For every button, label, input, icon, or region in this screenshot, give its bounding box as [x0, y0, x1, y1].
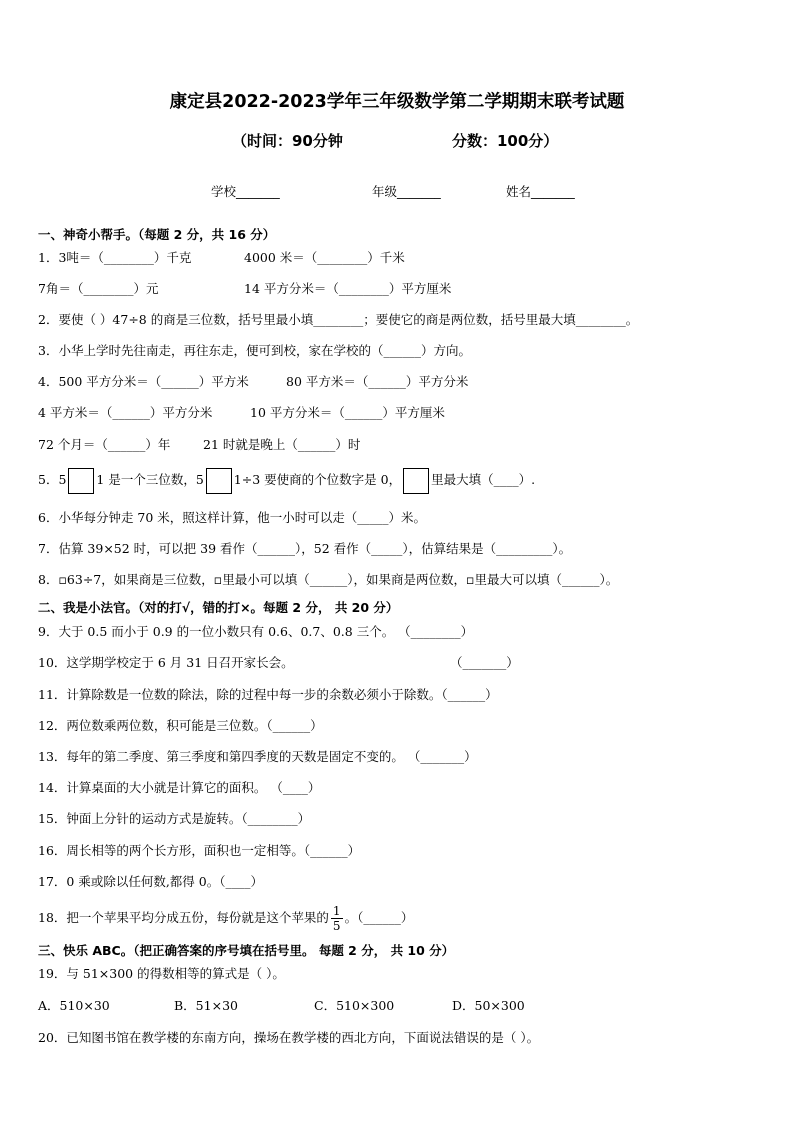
question-4e: 72 个月＝（______）年: [38, 437, 171, 452]
page-title: 康定县2022-2023学年三年级数学第二学期期末联考试题: [169, 92, 625, 112]
answer-box[interactable]: [206, 468, 232, 494]
question-20: 20．已知图书馆在教学楼的东南方向，操场在教学楼的西北方向，下面说法错误的是（ ）。: [38, 1030, 540, 1045]
question-4a: 4．500 平方分米＝（______）平方米: [38, 374, 249, 389]
question-15: 15．钟面上分针的运动方式是旋转。（________）: [38, 811, 311, 826]
question-4d: 10 平方分米＝（______）平方厘米: [250, 405, 445, 420]
question-7: 7．估算 39×52 时，可以把 39 看作（______），52 看作（_____），估算结果是（_________）。: [38, 541, 572, 556]
section-heading-3: 三、快乐 ABC。（把正确答案的序号填在括号里。 每题 2 分， 共 10 分）: [38, 943, 455, 958]
question-13: 13．每年的第二季度、第三季度和第四季度的天数是固定不变的。 （_______）: [38, 749, 477, 764]
question-2: 2．要使（ ）47÷8 的商是三位数，括号里最小填________；要使它的商是两位数，括号里最大填________。: [38, 312, 639, 327]
name-field[interactable]: 姓名_______: [506, 184, 575, 199]
exam-time: （时间：90分钟: [232, 132, 343, 150]
q18-answer: 。（______）: [344, 910, 414, 925]
fraction: [331, 904, 343, 933]
question-8: 8．▫63÷7，如果商是三位数，▫里最小可以填（______），如果商是两位数，▫里最大可以填（______）。: [38, 572, 619, 587]
section-heading-1: 一、神奇小帮手。（每题 2 分，共 16 分）: [38, 227, 276, 242]
grade-field[interactable]: 年级_______: [372, 184, 441, 199]
question-14: 14．计算桌面的大小就是计算它的面积。 （____）: [38, 780, 321, 795]
question-1c: 7角＝（________）元: [38, 281, 159, 296]
q5-text-4: 里最大填（____）.: [431, 472, 536, 487]
option-b: B．51×30: [174, 998, 238, 1013]
answer-box[interactable]: [68, 468, 94, 494]
question-6: 6．小华每分钟走 70 米，照这样计算，他一小时可以走（_____）米。: [38, 510, 427, 525]
question-4f: 21 时就是晚上（______）时: [203, 437, 361, 452]
question-12: 12．两位数乘两位数，积可能是三位数。（______）: [38, 718, 323, 733]
question-1d: 14 平方分米＝（________）平方厘米: [244, 281, 452, 296]
question-5: [38, 466, 535, 494]
q18-text: 18．把一个苹果平均分成五份，每份就是这个苹果的: [38, 910, 329, 925]
question-11: 11．计算除数是一位数的除法，除的过程中每一步的余数必须小于除数。（______）: [38, 687, 498, 702]
question-4b: 80 平方米＝（______）平方分米: [286, 374, 469, 389]
question-3: 3．小华上学时先往南走，再往东走，便可到校，家在学校的（______）方向。: [38, 343, 471, 358]
answer-box[interactable]: [403, 468, 429, 494]
q5-text-2: 1 是一个三位数，5: [96, 472, 204, 487]
question-17: 17．0 乘或除以任何数,都得 0。（____）: [38, 874, 263, 889]
q5-text-3: 1÷3 要使商的个位数字是 0，: [233, 472, 402, 487]
question-18: [38, 898, 413, 938]
question-1b: 4000 米＝（________）千米: [244, 250, 405, 265]
question-1a: 1．3吨＝（________）千克: [38, 250, 192, 265]
exam-meta: [232, 130, 559, 151]
question-4c: 4 平方米＝（______）平方分米: [38, 405, 213, 420]
fraction-numerator: 1: [332, 904, 341, 918]
question-10-answer[interactable]: （_______）: [450, 655, 519, 670]
option-a: A．510×30: [38, 998, 110, 1013]
school-field[interactable]: 学校_______: [211, 184, 280, 199]
q5-text-1: 5．5: [38, 472, 67, 487]
section-heading-2: 二、我是小法官。（对的打√，错的打×。每题 2 分， 共 20 分）: [38, 600, 399, 615]
fraction-denominator: 5: [332, 919, 341, 933]
question-10: 10．这学期学校定于 6 月 31 日召开家长会。: [38, 655, 294, 670]
question-9: 9．大于 0.5 而小于 0.9 的一位小数只有 0.6、0.7、0.8 三个。 （________）: [38, 624, 474, 639]
question-19: 19．与 51×300 的得数相等的算式是（ ）。: [38, 966, 285, 981]
question-16: 16．周长相等的两个长方形，面积也一定相等。（______）: [38, 843, 361, 858]
option-c: C．510×300: [314, 998, 395, 1013]
exam-score: 分数：100分）: [452, 132, 559, 150]
option-d: D．50×300: [452, 998, 525, 1013]
